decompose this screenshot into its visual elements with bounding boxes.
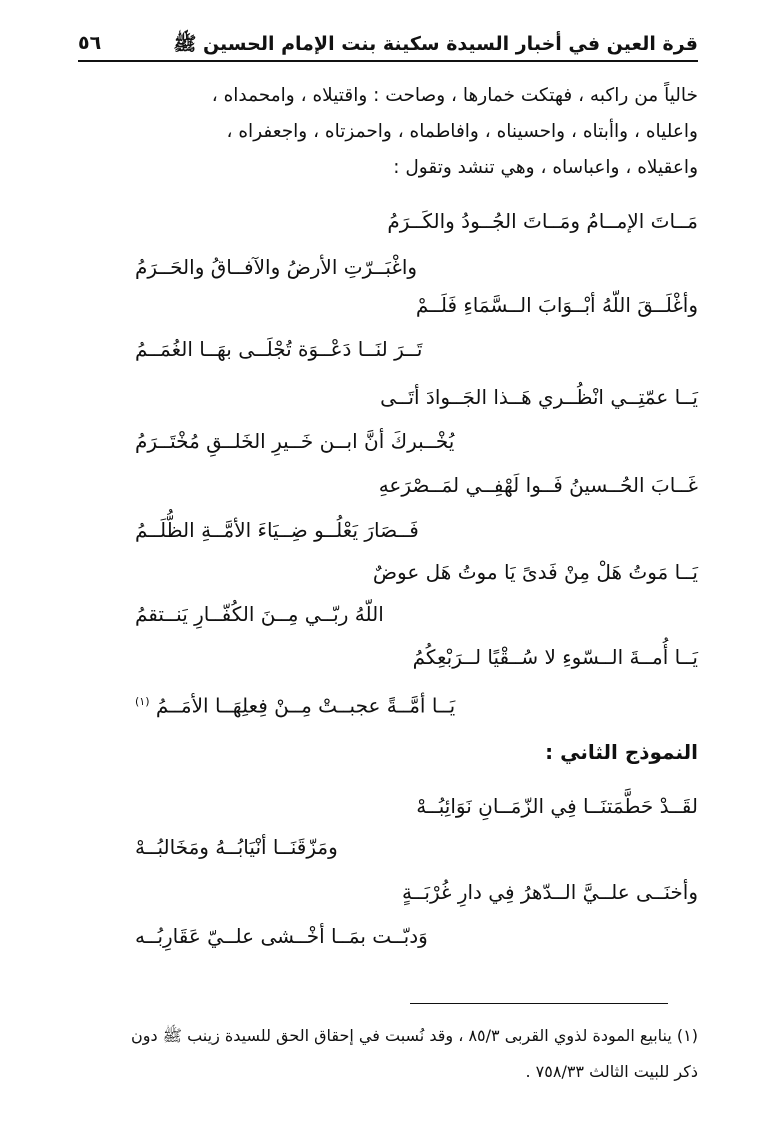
- poem1-verse: اللّهُ ربّــي مِــنَ الكُفّــارِ يَنــتقمُ: [135, 602, 384, 626]
- poem1-verse: واغْبَــرّتِ الأرضُ والآفــاقُ والحَــرَمُ: [135, 255, 418, 279]
- poem1-verse: وأغْلَــقَ اللّهُ أبْــوَابَ الــسَّمَاءِ فَلَــمْ: [415, 293, 698, 317]
- section-heading: النموذج الثاني :: [545, 740, 698, 764]
- running-header: [78, 20, 698, 62]
- paragraph-line: واعلياه ، واأبتاه ، واحسيناه ، وافاطماه ، واحمزتاه ، واجعفراه ،: [226, 121, 698, 142]
- poem1-verse: تَــرَ لنَــا دَعْــوَة تُجْلَــى بهَــا الغُمَــمُ: [135, 337, 423, 361]
- poem1-verse: فَــصَارَ يَعْلُــو ضِــيَاءَ الأمَّــةِ الظُّلَــمُ: [135, 518, 419, 542]
- poem1-verse: يَــا مَوتُ هَلْ مِنْ فَدىً يَا موتُ هَل عوضٌ: [372, 560, 698, 584]
- poem1-verse: يَــا عمّتِــي انْظُــري هَــذا الجَــوادَ أتَــى: [380, 385, 698, 409]
- intro-paragraph: [78, 78, 698, 186]
- poem2-verse: لقَــدْ حَطَّمَتنَــا فِي الزّمَــانِ نَوَائِبُــهْ: [416, 794, 698, 818]
- header-divider: [78, 60, 698, 62]
- book-title: قرة العين في أخبار السيدة سكينة بنت الإمام الحسين ﷺ: [173, 33, 698, 55]
- poem1-verse: يُخْــبركَ أنَّ ابــن خَــيرِ الخَلــقِ مُخْتَــرَمُ: [135, 429, 455, 453]
- footnote-line: ذكر للبيت الثالث ٧٥٨/٣٣ .: [525, 1062, 698, 1081]
- poem1-verse: مَــاتَ الإمــامُ ومَــاتَ الجُــودُ والكَــرَمُ: [387, 209, 698, 233]
- poem1-verse: يَــا أُمــةَ الــسّوءِ لا سُــقْيًا لــرَبْعِكُمُ: [412, 645, 698, 669]
- poem2-verse: وأخنَــى علــيَّ الــدّهرُ فِي دارِ غُرْبَــةٍ: [401, 880, 698, 904]
- paragraph-line: واعقيلاه ، واعباساه ، وهي تنشد وتقول :: [393, 157, 698, 178]
- paragraph-line: خالياً من راكبه ، فهتكت خمارها ، وصاحت : واقتيلاه ، وامحمداه ،: [211, 85, 698, 106]
- poem1-verse: [135, 682, 455, 722]
- footnote-marker[interactable]: (١): [135, 695, 150, 708]
- poem2-verse: وَدبّــت بمَــا أخْــشى علــيّ عَقَارِبُــه: [135, 924, 428, 948]
- footnote-line: (١) ينابيع المودة لذوي القربى ٨٥/٣ ، وقد نُسبت في إحقاق الحق للسيدة زينب ﷺ دون: [130, 1026, 698, 1045]
- footnote: [70, 1018, 698, 1090]
- page-number: ٥٦: [78, 32, 102, 54]
- footnote-divider: [410, 1003, 668, 1004]
- poem1-verse: غَــابَ الحُــسينُ فَــوا لَهْفِــي لمَــصْرَعهِ: [378, 473, 698, 497]
- poem2-verse: ومَزّقَنَــا أنْيَابُــهُ ومَخَالبُــهْ: [135, 835, 338, 859]
- poem1-verse-text: يَــا أمَّــةً عجبــتْ مِــنْ فِعلِهَــا الأمَــمُ: [155, 693, 456, 718]
